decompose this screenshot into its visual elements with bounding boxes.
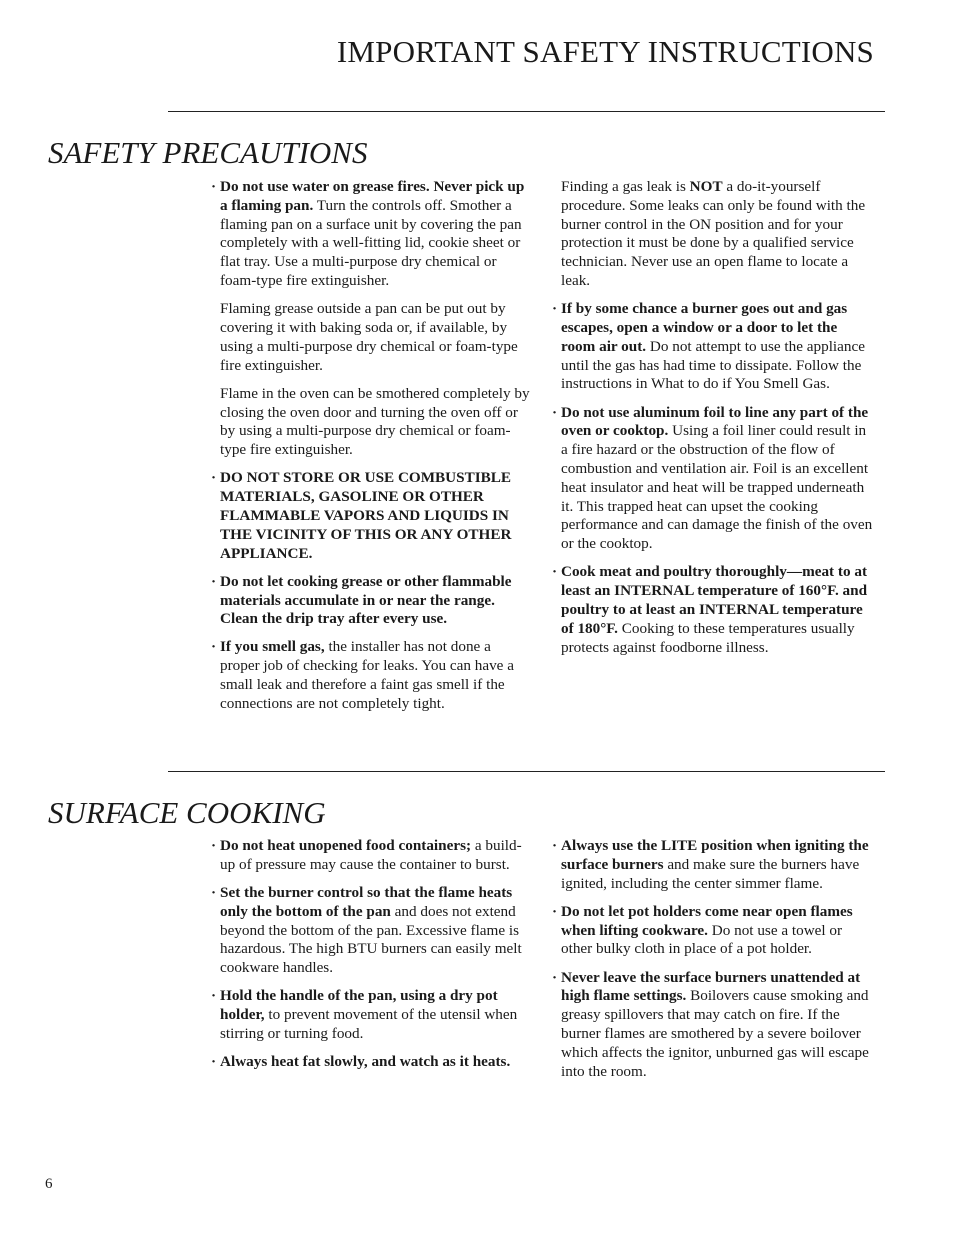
page-header-title: IMPORTANT SAFETY INSTRUCTIONS <box>336 34 874 69</box>
safety-item-smell-gas: · If you smell gas, the installer has not done a proper job of checking for leaks. You can have a small leak and therefore a faint gas smell if the connections are not completely tight. <box>211 638 514 712</box>
safety-precautions-title: SAFETY PRECAUTIONS <box>48 135 368 170</box>
top-divider <box>168 111 885 112</box>
bullet: · <box>552 968 558 986</box>
bullet: · <box>211 837 217 854</box>
surface-item-pot-holders: · Do not let pot holders come near open flames when lifting cookware. Do not use a towel or other bulky cloth in place of a pot holder. <box>552 902 853 958</box>
surface-item-pan-handle: · Hold the handle of the pan, using a dry pot holder, to prevent movement of the utensil when stirring or turning food. <box>211 987 518 1042</box>
surface-item-unattended: · Never leave the surface burners unattended at high flame settings. Boilovers cause smoking and greasy spillovers that may catch on fire. If the burner flames are smothered by a severe boilover which affects the ignitor, unburned gas will escape into the room. <box>552 968 869 1080</box>
surface-right-column <box>552 837 874 1091</box>
surface-cooking-title: SURFACE COOKING <box>48 795 326 830</box>
bullet: · <box>211 178 217 195</box>
bullet: · <box>211 1053 217 1071</box>
surface-item-burner-control: · Set the burner control so that the flame heats only the bottom of the pan and does not extend beyond the bottom of the pan. Excessive flame is hazardous. The high BTU burners can easily melt cookware handles. <box>211 883 522 977</box>
bullet: · <box>552 902 558 920</box>
safety-item-flaming-grease: Flaming grease outside a pan can be put out by covering it with baking soda or, if available, by using a multi-purpose dry chemical or foam-type fire extinguisher. <box>220 300 518 374</box>
safety-item-oven-flame: Flame in the oven can be smothered completely by closing the oven door and turning the oven off or by using a multi-purpose dry chemical or foam-type fire extinguisher. <box>220 384 530 459</box>
surface-item-containers: · Do not heat unopened food containers; a build-up of pressure may cause the container to burst. <box>211 837 522 873</box>
bullet: · <box>552 563 558 581</box>
bullet: · <box>211 987 217 1005</box>
surface-left-column <box>211 837 533 1081</box>
safety-item-cook-meat: · Cook meat and poultry thoroughly—meat to at least an INTERNAL temperature of 160°F. and poultry to at least an INTERNAL temperature of 180°F. Cooking to these temperatures usually protects against foodborne illness. <box>552 563 868 656</box>
bullet: · <box>552 837 558 854</box>
bullet: · <box>211 638 217 656</box>
bullet: · <box>552 300 558 318</box>
page-number: 6 <box>45 1176 53 1192</box>
safety-right-column <box>552 178 874 667</box>
safety-item-grease-fires: · Do not use water on grease fires. Never pick up a flaming pan. Turn the controls off. Smother a flaming pan on a surface unit by covering the pan completely with a well-fitting lid, cookie sheet or flat tray. Use a multi-purpose dry chemical or foam-type fire extinguisher. <box>211 178 525 289</box>
safety-item-grease-accumulation: · Do not let cooking grease or other flammable materials accumulate in or near the range. Clean the drip tray after every use. <box>211 572 512 628</box>
safety-item-aluminum-foil: · Do not use aluminum foil to line any part of the oven or cooktop. Using a foil liner could result in a fire hazard or the obstruction of the flow of combustion and ventilation air. Foil is an excellent heat insulator and heat will be trapped underneath it. This trapped heat can upset the cooking performance and can damage the finish of the oven or the cooktop. <box>552 403 873 553</box>
bullet: · <box>211 883 217 901</box>
surface-item-heat-fat: · Always heat fat slowly, and watch as it heats. <box>211 1053 511 1071</box>
surface-item-lite-position: · Always use the LITE position when igniting the surface burners and make sure the burners have ignited, including the center simmer flame. <box>552 837 869 892</box>
bullet: · <box>552 403 558 421</box>
bullet: · <box>211 572 217 590</box>
bullet: · <box>211 469 217 487</box>
safety-item-gas-leak: Finding a gas leak is NOT a do-it-yourself procedure. Some leaks can only be found with the burner control in the ON position and for your protection it must be done by a qualified service technician. Never use an open flame to locate a leak. <box>561 178 866 289</box>
safety-item-burner-out: · If by some chance a burner goes out and gas escapes, open a window or a door to let the room air out. Do not attempt to use the appliance until the gas has had time to dissipate. Follow the instructions in What to do if You Smell Gas. <box>552 300 865 393</box>
safety-left-column <box>211 178 533 723</box>
middle-divider <box>168 771 885 772</box>
safety-item-combustibles: · DO NOT STORE OR USE COMBUSTIBLE MATERIALS, GASOLINE OR OTHER FLAMMABLE VAPORS AND LIQUIDS IN THE VICINITY OF THIS OR ANY OTHER APPLIANCE. <box>211 469 512 562</box>
